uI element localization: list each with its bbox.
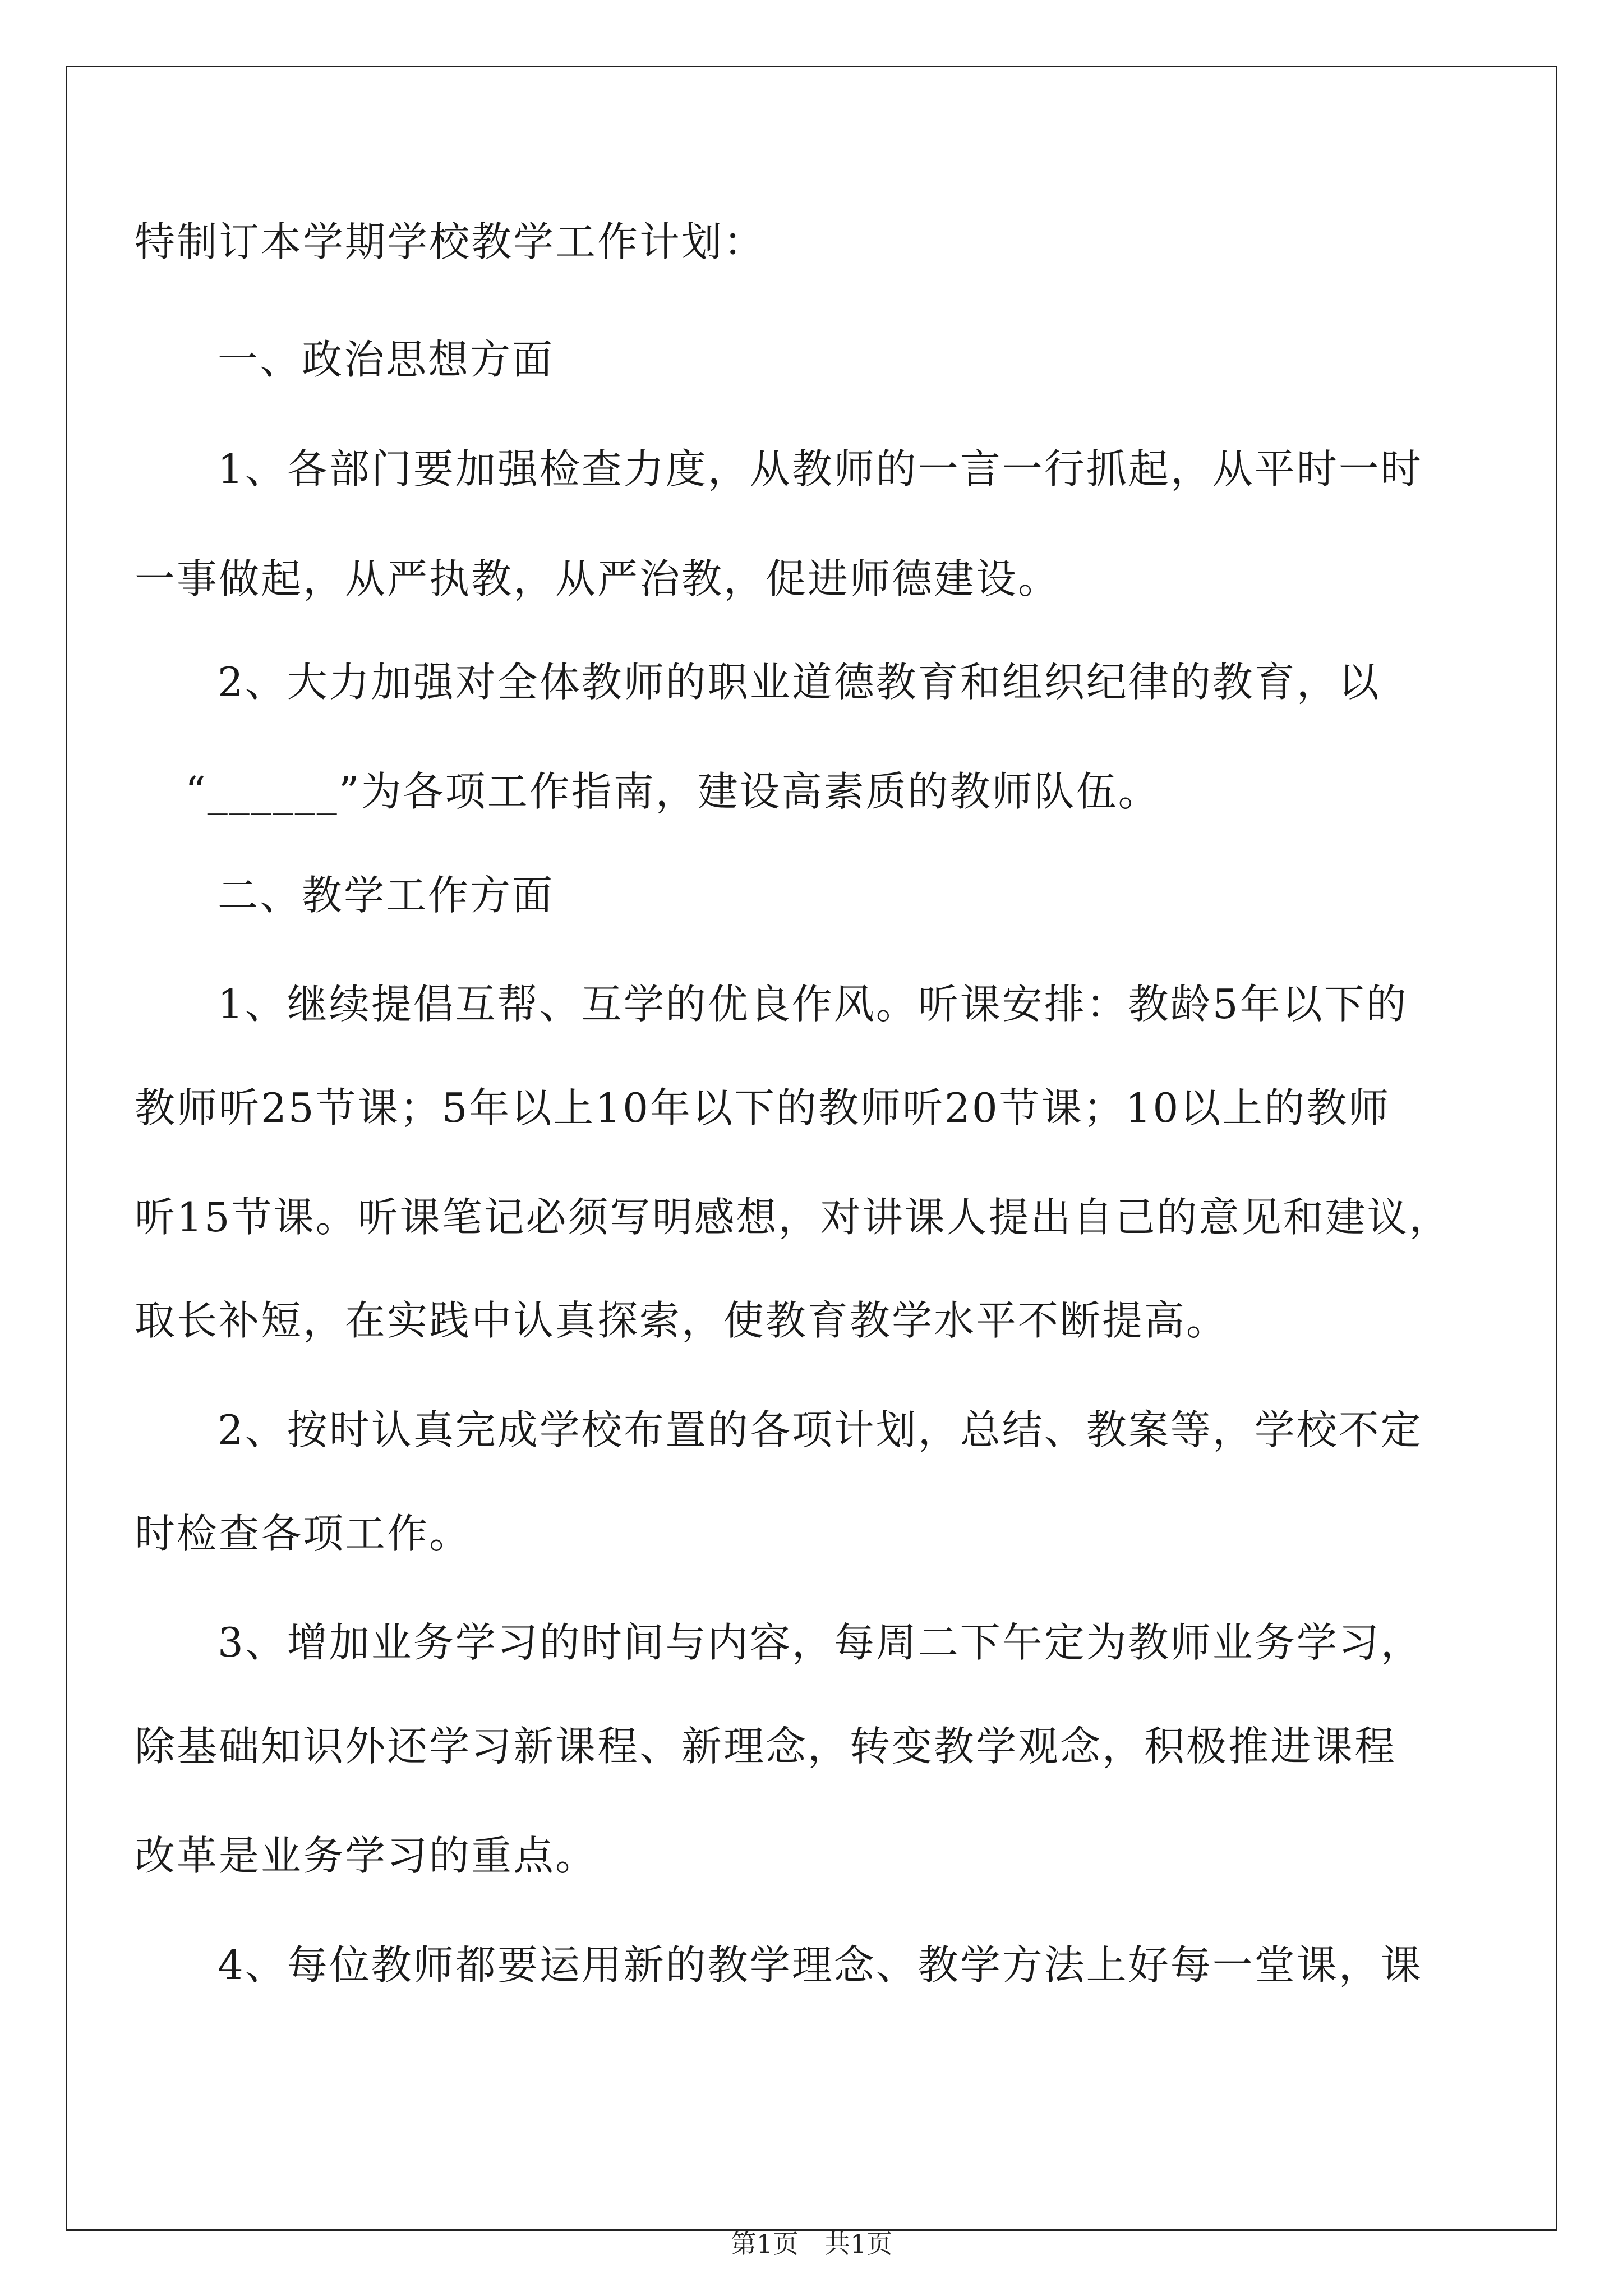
- text-line: 1、各部门要加强检查力度，从教师的一言一行抓起，从平时一时: [218, 445, 1423, 493]
- text-line: 取长补短，在实践中认真探索，使教育教学水平不断提高。: [135, 1297, 1229, 1344]
- text-line: 时检查各项工作。: [135, 1510, 472, 1557]
- page-border: [66, 66, 1557, 2231]
- text-line: 2、按时认真完成学校布置的各项计划，总结、教案等，学校不定: [218, 1406, 1423, 1453]
- text-line: 教师听25节课；5年以上10年以下的教师听20节课；10以上的教师: [135, 1084, 1391, 1131]
- text-line: 除基础知识外还学习新课程、新理念，转变教学观念，积极推进课程: [135, 1723, 1397, 1770]
- text-line: 改革是业务学习的重点。: [135, 1832, 598, 1879]
- text-line: “______”为各项工作指南，建设高素质的教师队伍。: [185, 768, 1160, 815]
- text-line: 特制订本学期学校教学工作计划：: [135, 218, 766, 265]
- text-line: 听15节课。听课笔记必须写明感想，对讲课人提出自己的意见和建议，: [135, 1194, 1451, 1241]
- text-line: 一事做起，从严执教，从严治教，促进师德建设。: [135, 555, 1061, 602]
- page-number: 第1页 共1页: [730, 2229, 893, 2259]
- text-line: 1、继续提倡互帮、互学的优良作风。听课安排：教龄5年以下的: [218, 981, 1408, 1028]
- section-heading: 二、教学工作方面: [218, 872, 555, 919]
- text-line: 2、大力加强对全体教师的职业道德教育和组织纪律的教育，以: [218, 659, 1381, 706]
- text-line: 4、每位教师都要运用新的教学理念、教学方法上好每一堂课，课: [218, 1941, 1423, 1989]
- text-line: 3、增加业务学习的时间与内容，每周二下午定为教师业务学习，: [218, 1619, 1423, 1666]
- section-heading: 一、政治思想方面: [218, 336, 555, 383]
